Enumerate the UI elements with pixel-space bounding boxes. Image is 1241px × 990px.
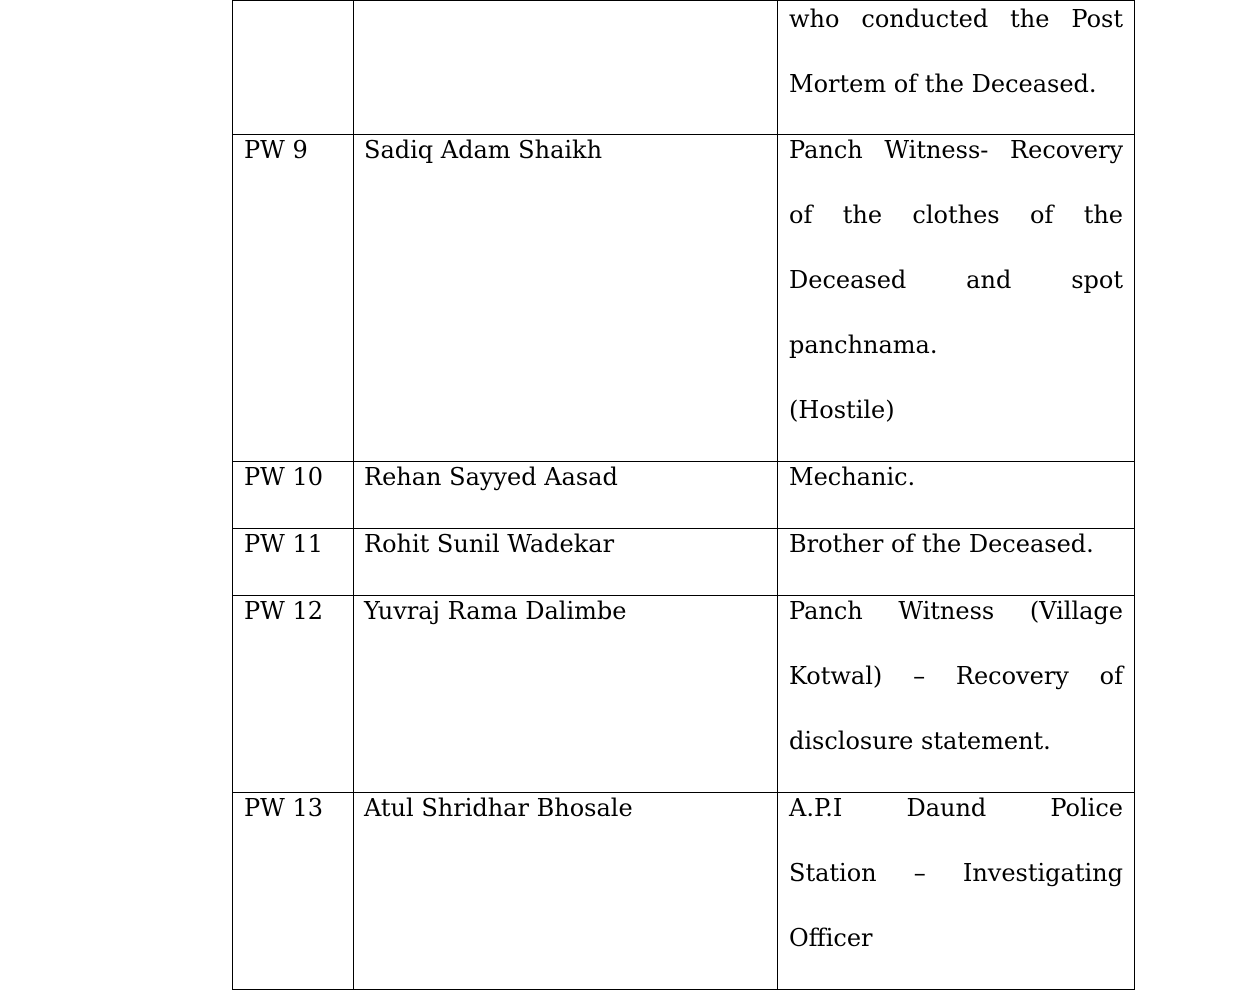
description-line: panchnama.: [789, 331, 938, 359]
witness-description-cell: [778, 596, 1135, 793]
witness-name-cell: Rehan Sayyed Aasad: [354, 462, 778, 529]
witness-name-cell: [354, 1, 778, 135]
description-line: Mortem of the Deceased.: [789, 70, 1097, 98]
description-line: Panch Witness (Village: [789, 597, 1123, 625]
witness-number-cell: PW 9: [233, 135, 354, 462]
description-line: Deceased and spot: [789, 266, 1123, 294]
table-row: [233, 793, 1135, 990]
description-line: Panch Witness- Recovery: [789, 136, 1123, 164]
witness-name-cell: Sadiq Adam Shaikh: [354, 135, 778, 462]
witness-table: [232, 0, 1135, 990]
description-line: Kotwal) – Recovery of: [789, 662, 1123, 690]
description-line: Brother of the Deceased.: [789, 530, 1094, 558]
table-row: [233, 135, 1135, 462]
witness-number-cell: PW 12: [233, 596, 354, 793]
witness-name-cell: Atul Shridhar Bhosale: [354, 793, 778, 990]
description-line: Officer: [789, 924, 873, 952]
description-line: of the clothes of the: [789, 201, 1123, 229]
witness-description-cell: [778, 793, 1135, 990]
witness-description-cell: [778, 135, 1135, 462]
witness-number-cell: PW 13: [233, 793, 354, 990]
description-line: disclosure statement.: [789, 727, 1051, 755]
witness-number-cell: PW 10: [233, 462, 354, 529]
witness-name-cell: Yuvraj Rama Dalimbe: [354, 596, 778, 793]
witness-number-cell: [233, 1, 354, 135]
witness-number-cell: PW 11: [233, 529, 354, 596]
description-line: Mechanic.: [789, 463, 916, 491]
table-row: [233, 1, 1135, 135]
witness-description-cell: [778, 1, 1135, 135]
table-row: [233, 596, 1135, 793]
description-line: Station – Investigating: [789, 859, 1123, 887]
witness-name-cell: Rohit Sunil Wadekar: [354, 529, 778, 596]
description-line: (Hostile): [789, 396, 895, 424]
description-line: A.P.I Daund Police: [789, 794, 1123, 822]
description-line: who conducted the Post: [789, 5, 1123, 33]
